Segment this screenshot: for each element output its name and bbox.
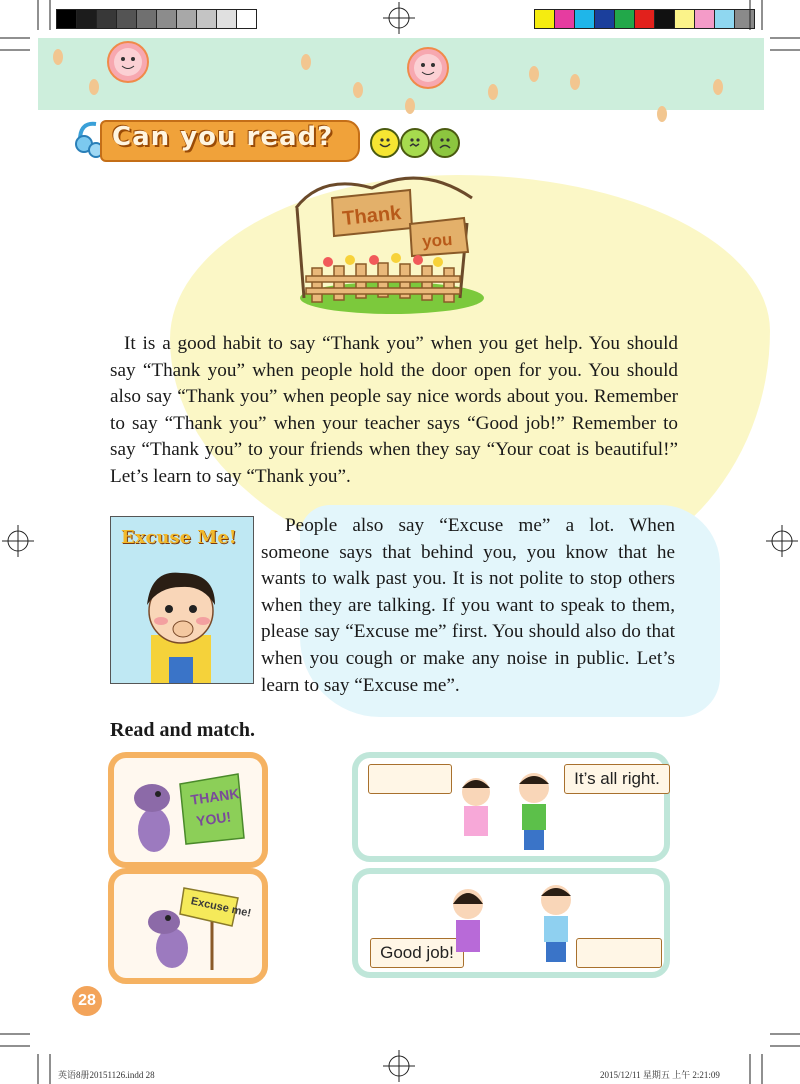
sign-board-1: Thank xyxy=(341,202,403,231)
paragraph-excuse-me: People also say “Excuse me” a lot. When someone says that behind you, you know that he wants to walk past you. It is not polite to stop others when they are talking. If you want to speak to them, please say “Excuse me” first. You should also do that when you cough or make any noise in public. Let’s learn to say “Excuse me”. xyxy=(261,515,675,696)
thank-you-sign-illustration xyxy=(282,168,492,316)
footer-timestamp: 2015/12/11 星期五 上午 2:21:09 xyxy=(600,1070,720,1080)
match-card-excuse-me[interactable] xyxy=(108,868,268,984)
smile-face-icon xyxy=(370,128,400,158)
bubble-its-all-right: It’s all right. xyxy=(564,764,670,794)
sad-face-icon xyxy=(430,128,460,158)
dog-thank-you-icon xyxy=(114,758,262,862)
boy-coughing-icon xyxy=(111,517,253,683)
header-decoration xyxy=(38,32,764,122)
sign-board-2: you xyxy=(421,229,454,252)
sun-icon xyxy=(408,48,448,88)
excuse-me-picture xyxy=(110,516,254,684)
dog-excuse-me-icon xyxy=(114,874,262,978)
bubble-good-job: Good job! xyxy=(370,938,464,968)
match-card-thank-you[interactable] xyxy=(108,752,268,868)
card1-sign-line2: YOU! xyxy=(195,808,233,830)
page-number: 28 xyxy=(72,986,102,1016)
match-card-kids-2[interactable] xyxy=(352,868,670,978)
match-card-kids-1[interactable] xyxy=(352,752,670,862)
girl-and-boy-icon xyxy=(358,874,664,972)
page-title: Can you read? xyxy=(112,122,334,152)
card1-sign-line1: THANK xyxy=(189,785,241,808)
sun-icon xyxy=(108,42,148,82)
footer-file-info: 英语8册20151126.indd 28 xyxy=(58,1070,155,1080)
girl-and-boy-icon xyxy=(358,758,664,856)
paragraph-thank-you: It is a good habit to say “Thank you” when you get help. You should say “Thank you” when people hold the door open for you. You should also say “Thank you” when people say nice words about you. Remember to say “Thank you” when your teacher says “Good job!” Remember to say “Thank you” to your friends when they say “Your coat is beautiful!” Let’s learn to say “Thank you”. xyxy=(110,333,678,487)
card2-sign: Excuse me! xyxy=(189,895,253,920)
exercise-heading: Read and match. xyxy=(110,719,256,741)
neutral-face-icon xyxy=(400,128,430,158)
excuse-me-picture-title: Excuse Me! xyxy=(121,527,237,548)
